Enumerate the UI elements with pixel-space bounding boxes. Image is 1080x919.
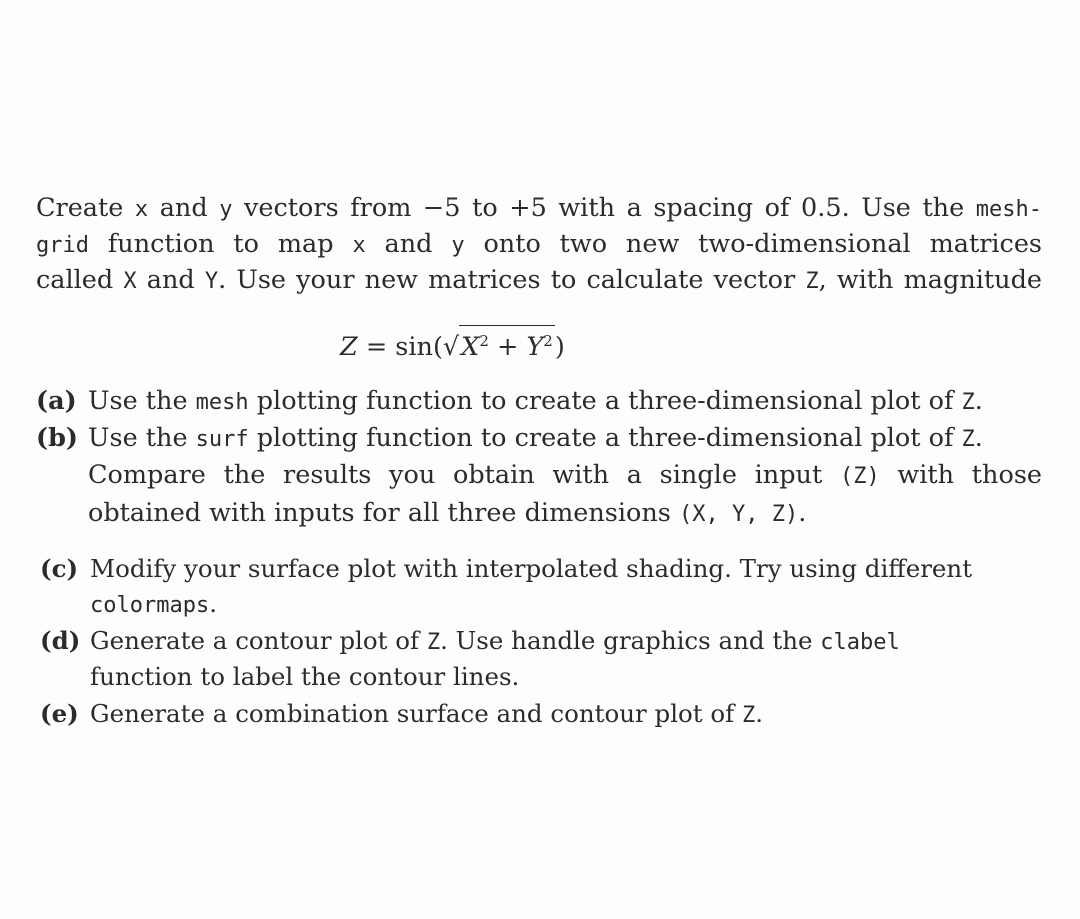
code-three-inputs: (X, Y, Z)	[678, 502, 799, 527]
equation-sin: = sin(	[357, 332, 443, 362]
eq-X: X	[461, 332, 480, 362]
code-colormaps: colormaps	[90, 593, 210, 618]
equation	[340, 325, 565, 365]
part-b-line-2	[88, 457, 1042, 495]
code-mesh: mesh	[195, 390, 249, 415]
code-y: y	[451, 233, 465, 258]
exp: 2	[479, 332, 489, 350]
code-clabel: clabel	[820, 630, 900, 655]
part-label-d: (d)	[40, 626, 81, 655]
text: .	[974, 423, 983, 453]
text: plotting function to create a three-dimensional plot of	[248, 423, 962, 453]
text: Compare the results you obtain with a single input	[88, 460, 840, 490]
code-Z: Z	[961, 427, 975, 452]
text: , with magnitude	[818, 265, 1042, 295]
part-label-c: (c)	[40, 554, 79, 583]
text: obtained with inputs for all three dimensions	[88, 498, 679, 528]
part-d	[40, 623, 900, 661]
text: with those	[879, 460, 1043, 490]
text: called	[36, 265, 124, 295]
code-x: x	[134, 197, 149, 222]
part-c-line-2	[90, 586, 217, 624]
part-c	[40, 551, 972, 587]
text: Modify your surface plot with interpolated shading. Try using different	[90, 554, 973, 583]
code-meshgrid-part1: mesh-	[975, 197, 1042, 222]
code-y: y	[219, 197, 233, 222]
part-label-a: (a)	[36, 386, 77, 416]
code-single-input: (Z)	[839, 464, 880, 489]
part-b	[36, 420, 983, 458]
code-meshgrid-part2: grid	[36, 233, 89, 258]
text: vectors from −5 to +5 with a spacing of 0.5. Use the	[232, 193, 976, 223]
text: onto two new two-dimensional matrices	[464, 229, 1042, 259]
intro-line-2	[36, 226, 1042, 264]
code-x: x	[352, 233, 366, 258]
intro-line-1	[36, 190, 1042, 228]
text: . Use your new matrices to calculate vector	[218, 265, 806, 295]
code-Y: Y	[204, 269, 219, 294]
part-a	[36, 383, 983, 421]
part-d-line-2	[90, 659, 519, 695]
sqrt-sign: √	[442, 332, 460, 362]
code-surf: surf	[195, 427, 249, 452]
text: Use the	[88, 386, 196, 416]
code-Z: Z	[426, 630, 441, 655]
text: Generate a combination surface and contour plot of	[90, 699, 743, 728]
text: .	[974, 386, 983, 416]
equation-close: )	[554, 332, 565, 362]
part-b-line-3	[88, 495, 806, 533]
text: .	[755, 699, 764, 728]
code-Z: Z	[742, 703, 756, 728]
part-label-e: (e)	[40, 699, 79, 728]
code-Z: Z	[805, 269, 819, 294]
text: . Use handle graphics and the	[440, 626, 821, 655]
text: Use the	[88, 423, 196, 453]
code-X: X	[123, 269, 137, 294]
text: and	[148, 193, 220, 223]
text: .	[209, 589, 218, 618]
intro-line-3	[36, 262, 1042, 300]
equation-lhs: Z	[340, 332, 358, 362]
part-e	[40, 696, 763, 734]
part-label-b: (b)	[36, 423, 78, 453]
text: and	[136, 265, 205, 295]
text: Generate a contour plot of	[90, 626, 427, 655]
eq-Y: Y	[526, 332, 544, 362]
text: plotting function to create a three-dimensional plot of	[248, 386, 962, 416]
sqrt	[443, 325, 555, 365]
code-Z: Z	[961, 390, 975, 415]
text: and	[365, 229, 452, 259]
eq-plus: +	[488, 332, 527, 362]
text: function to map	[88, 229, 353, 259]
text: .	[798, 498, 807, 528]
sqrt-radicand	[459, 325, 555, 362]
text: function to label the contour lines.	[90, 662, 520, 691]
text: Create	[36, 193, 135, 223]
exp: 2	[543, 332, 553, 350]
